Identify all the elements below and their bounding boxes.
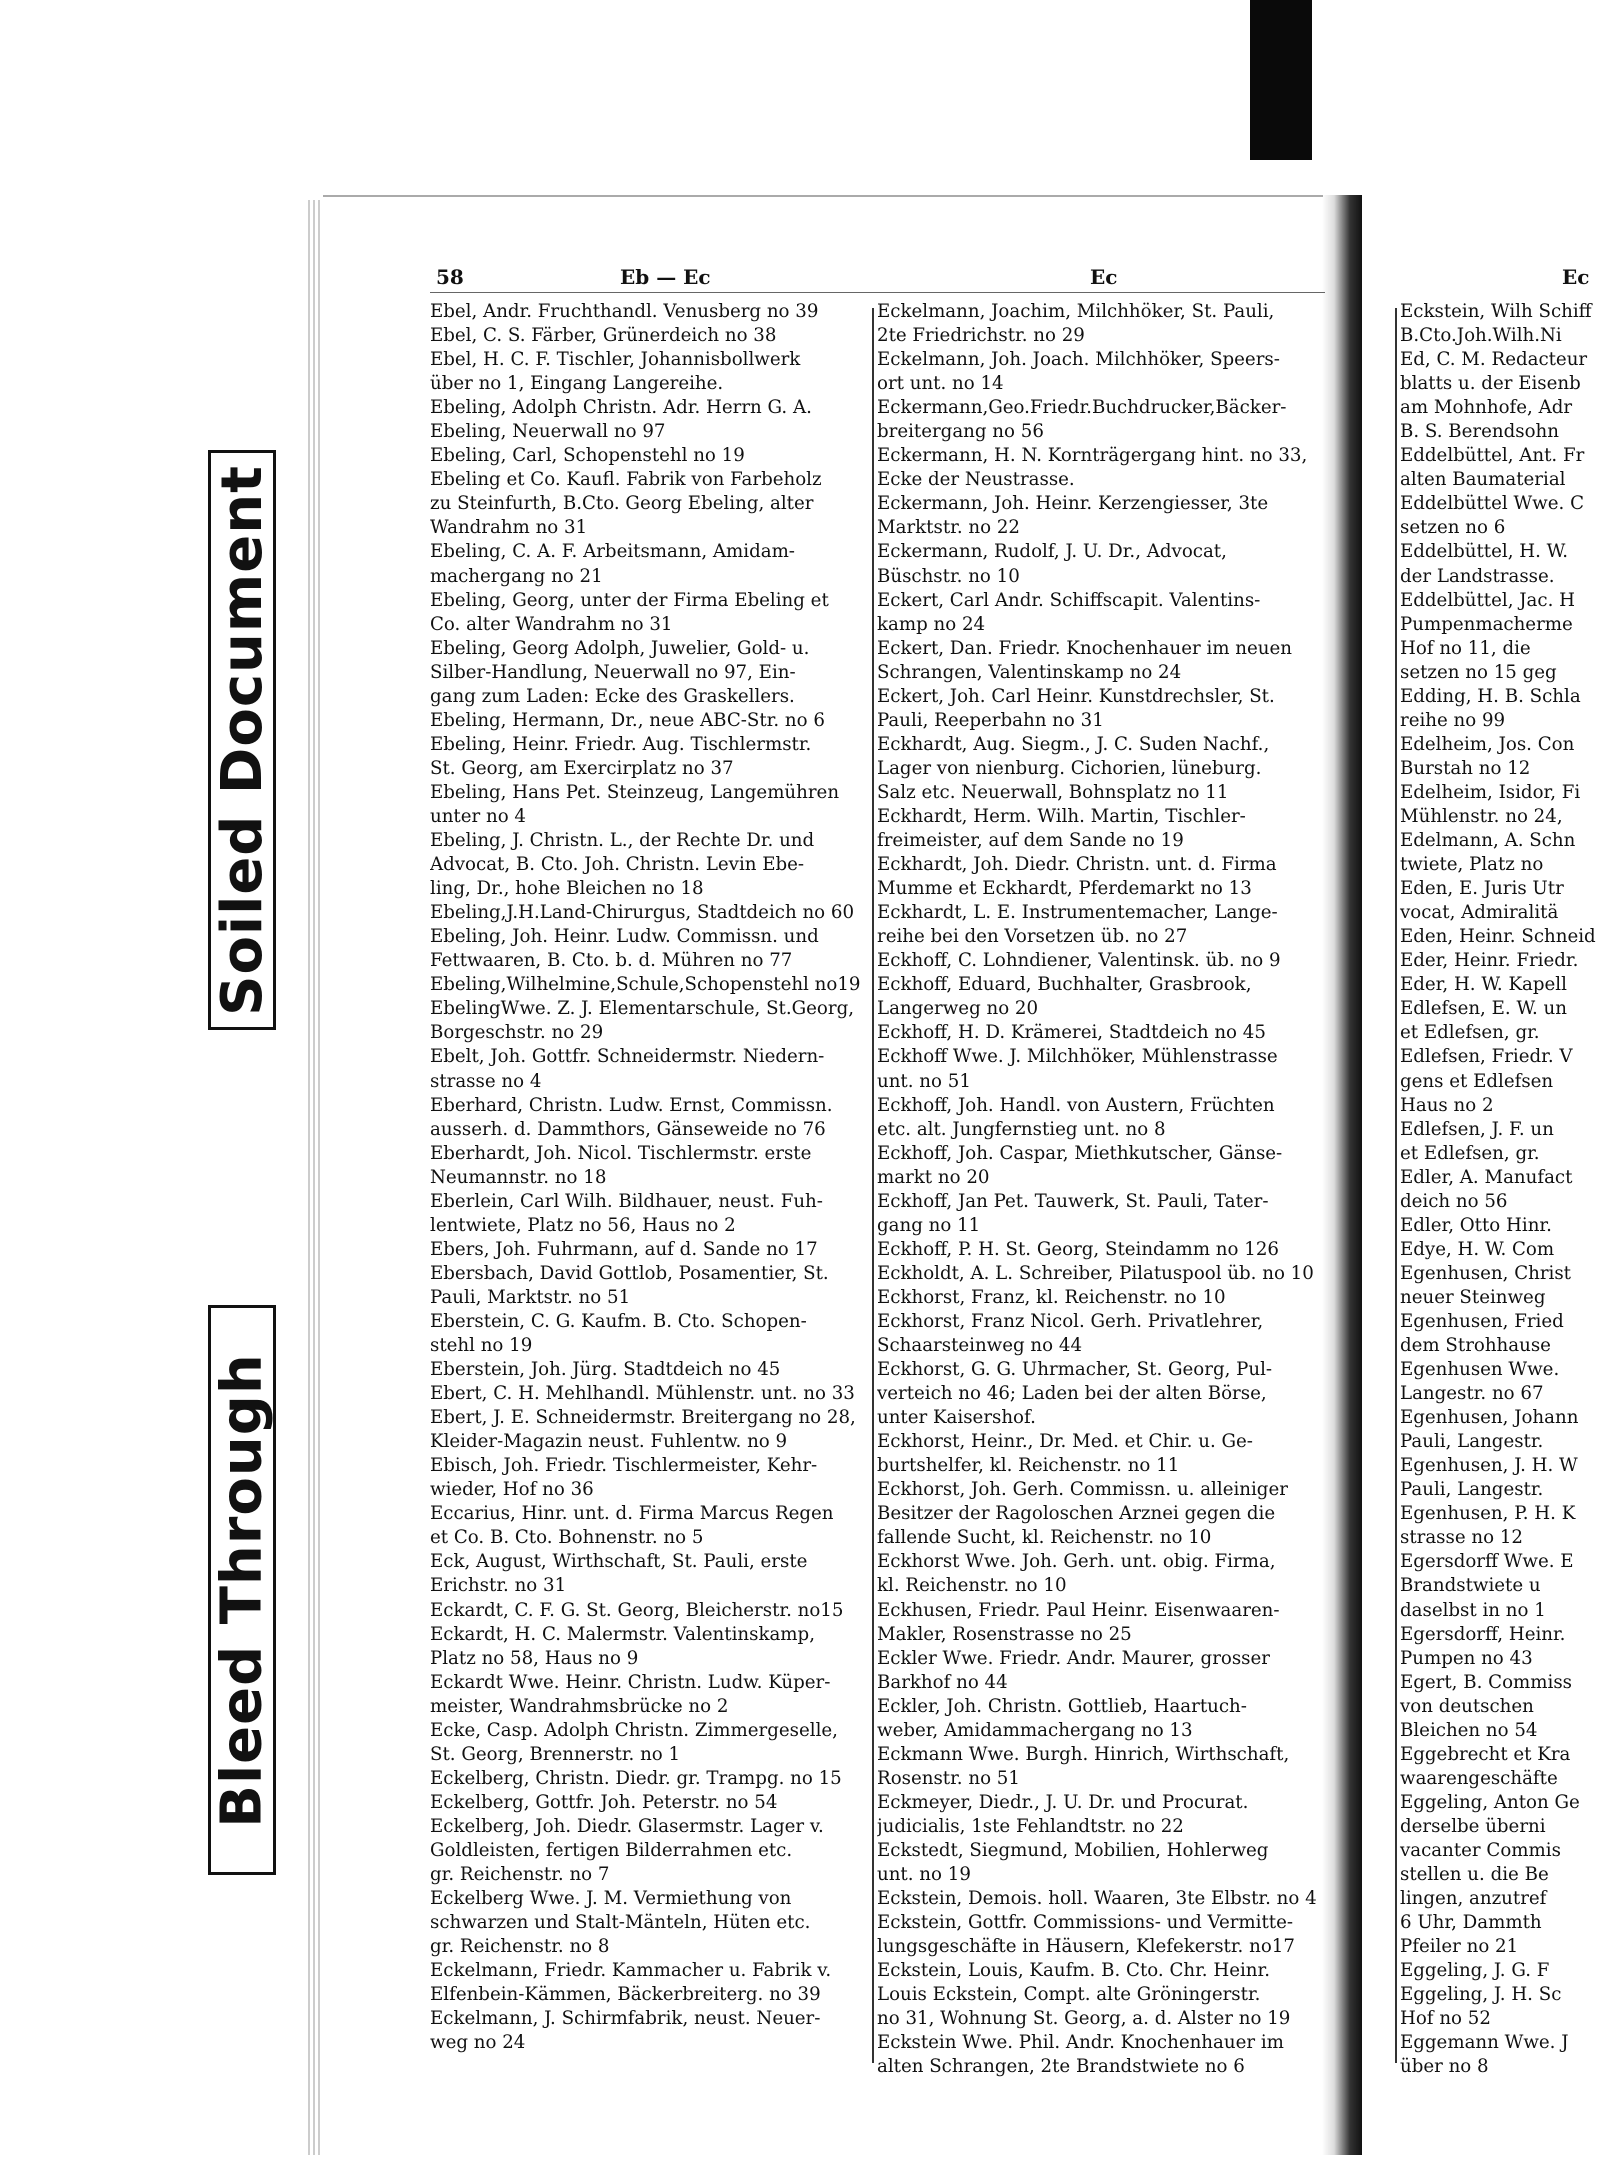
directory-line: Ebeling, Joh. Heinr. Ludw. Commissn. und — [430, 926, 819, 948]
directory-line: markt no 20 — [877, 1166, 990, 1188]
directory-line: Ebeling et Co. Kaufl. Fabrik von Farbeholz — [430, 469, 822, 491]
directory-line: Eckhorst, Franz Nicol. Gerh. Privatlehrer, — [877, 1310, 1264, 1332]
directory-line: ort unt. no 14 — [877, 373, 1004, 395]
directory-line: vacanter Commis — [1400, 1840, 1561, 1861]
directory-line: Eberlein, Carl Wilh. Bildhauer, neust. Fuh- — [430, 1190, 823, 1212]
directory-line: Edler, A. Manufact — [1400, 1166, 1573, 1188]
directory-line: Edelheim, Isidor, Fi — [1400, 781, 1581, 803]
directory-line: Eckler, Joh. Christn. Gottlieb, Haartuch- — [877, 1695, 1247, 1717]
directory-line: Eckhusen, Friedr. Paul Heinr. Eisenwaaren- — [877, 1599, 1280, 1621]
directory-line: Eckhoff, Joh. Caspar, Miethkutscher, Gänse- — [877, 1142, 1283, 1164]
directory-line: Eden, E. Juris Utr — [1400, 878, 1564, 900]
black-binding-tab — [1250, 0, 1312, 160]
directory-line: Eckelmann, J. Schirmfabrik, neust. Neuer- — [430, 2008, 821, 2030]
directory-line: Langestr. no 67 — [1400, 1383, 1544, 1405]
directory-line: Eckelberg, Joh. Diedr. Glasermstr. Lager v. — [430, 1815, 824, 1837]
directory-line: Ebel, Andr. Fruchthandl. Venusberg no 39 — [430, 301, 819, 322]
directory-line: Ebeling, C. A. F. Arbeitsmann, Amidam- — [430, 541, 795, 563]
directory-line: Büschstr. no 10 — [877, 565, 1020, 587]
directory-line: setzen no 6 — [1400, 517, 1506, 539]
directory-line: Ebeling, J. Christn. L., der Rechte Dr. und — [430, 830, 815, 852]
directory-line: alten Schrangen, 2te Brandstwiete no 6 — [877, 2056, 1245, 2078]
directory-line: et Co. B. Cto. Bohnenstr. no 5 — [430, 1527, 704, 1549]
directory-line: Pfeiler no 21 — [1400, 1936, 1519, 1958]
soiled-document-label — [208, 450, 276, 1030]
directory-line: zu Steinfurth, B.Cto. Georg Ebeling, alter — [430, 493, 814, 515]
directory-line: Haus no 2 — [1400, 1094, 1494, 1116]
directory-line: Ebel, H. C. F. Tischler, Johannisbollwerk — [430, 349, 801, 371]
directory-line: Egersdorff, Heinr. — [1400, 1623, 1566, 1645]
directory-line: Eggeling, J. G. F — [1400, 1960, 1550, 1982]
directory-line: Edler, Otto Hinr. — [1400, 1214, 1552, 1236]
directory-line: Eckelmann, Joachim, Milchhöker, St. Pauli, — [877, 301, 1275, 322]
directory-line: machergang no 21 — [430, 565, 603, 587]
directory-line: setzen no 15 geg — [1400, 661, 1557, 683]
directory-line: 2te Friedrichstr. no 29 — [877, 325, 1085, 347]
directory-line: Eckert, Carl Andr. Schiffscapit. Valentins- — [877, 589, 1261, 611]
directory-line: vocat, Admiralitä — [1400, 902, 1559, 924]
directory-line: Edelheim, Jos. Con — [1400, 733, 1575, 755]
directory-line: Eckhoff, C. Lohndiener, Valentinsk. üb. no 9 — [877, 950, 1281, 972]
directory-line: kl. Reichenstr. no 10 — [877, 1575, 1067, 1597]
directory-line: Hof no 11, die — [1400, 637, 1531, 659]
page-number: 58 — [436, 265, 464, 289]
directory-line: Louis Eckstein, Compt. alte Gröningerstr. — [877, 1984, 1261, 2006]
directory-line: Goldleisten, fertigen Bilderrahmen etc. — [430, 1840, 793, 1861]
directory-line: Pauli, Langestr. — [1400, 1479, 1544, 1501]
directory-line: schwarzen und Stalt-Mänteln, Hüten etc. — [430, 1912, 811, 1934]
directory-line: Salz etc. Neuerwall, Bohnsplatz no 11 — [877, 781, 1229, 803]
page-edge-stack — [305, 200, 323, 2155]
directory-line: Eberhard, Christn. Ludw. Ernst, Commissn. — [430, 1094, 833, 1116]
directory-line: Lager von nienburg. Cichorien, lüneburg. — [877, 757, 1262, 779]
directory-line: Elfenbein-Kämmen, Bäckerbreiterg. no 39 — [430, 1984, 821, 2006]
directory-line: dem Strohhause — [1400, 1335, 1551, 1357]
directory-line: burtshelfer, kl. Reichenstr. no 11 — [877, 1455, 1180, 1477]
directory-line: Eggeling, J. H. Sc — [1400, 1984, 1562, 2006]
directory-line: Egenhusen, Fried — [1400, 1310, 1564, 1332]
directory-line: Borgeschstr. no 29 — [430, 1022, 604, 1044]
directory-line: Schaarsteinweg no 44 — [877, 1335, 1083, 1357]
directory-line: Eckhoff, Eduard, Buchhalter, Grasbrook, — [877, 974, 1252, 996]
directory-line: St. Georg, Brennerstr. no 1 — [430, 1743, 681, 1765]
directory-line: Hof no 52 — [1400, 2008, 1491, 2030]
directory-line: St. Georg, am Exercirplatz no 37 — [430, 757, 734, 779]
directory-line: twiete, Platz no — [1400, 854, 1544, 876]
directory-line: B. S. Berendsohn — [1400, 421, 1559, 443]
directory-line: Eckstein, Gottfr. Commissions- und Vermitte- — [877, 1912, 1294, 1934]
directory-line: ling, Dr., hohe Bleichen no 18 — [430, 878, 704, 900]
directory-line: waarengeschäfte — [1400, 1767, 1558, 1789]
directory-line: Egenhusen, P. H. K — [1400, 1503, 1576, 1525]
running-head-column2: Ec — [1090, 265, 1118, 289]
directory-line: Eckstein, Wilh Schiff — [1400, 301, 1592, 322]
directory-line: Eggeling, Anton Ge — [1400, 1791, 1580, 1813]
directory-line: et Edlefsen, gr. — [1400, 1022, 1540, 1044]
directory-line: kamp no 24 — [877, 613, 986, 635]
directory-line: et Edlefsen, gr. — [1400, 1142, 1540, 1164]
directory-line: Schrangen, Valentinskamp no 24 — [877, 661, 1182, 683]
directory-line: Ebeling, Georg, unter der Firma Ebeling et — [430, 589, 829, 611]
directory-line: reihe bei den Vorsetzen üb. no 27 — [877, 926, 1188, 948]
directory-line: Eggemann Wwe. J — [1400, 2032, 1569, 2054]
directory-line: stehl no 19 — [430, 1335, 533, 1357]
directory-line: Bleichen no 54 — [1400, 1719, 1538, 1741]
directory-line: no 31, Wohnung St. Georg, a. d. Alster no 19 — [877, 2008, 1291, 2030]
directory-line: Eckstein Wwe. Phil. Andr. Knochenhauer im — [877, 2032, 1284, 2054]
directory-line: Eckhorst, Joh. Gerh. Commissn. u. alleiniger — [877, 1479, 1288, 1501]
directory-line: Pauli, Marktstr. no 51 — [430, 1286, 631, 1308]
directory-line: Eckelberg, Gottfr. Joh. Peterstr. no 54 — [430, 1791, 778, 1813]
soiled-document-label-text: Soiled Document — [209, 464, 275, 1016]
directory-line: Eckermann, Joh. Heinr. Kerzengiesser, 3te — [877, 493, 1269, 515]
directory-line: Ecke der Neustrasse. — [877, 469, 1075, 491]
directory-line: Pauli, Reeperbahn no 31 — [877, 709, 1104, 731]
directory-line: Eddelbüttel, H. W. — [1400, 541, 1568, 563]
directory-line: Ebeling, Carl, Schopenstehl no 19 — [430, 445, 745, 467]
directory-line: Pumpen no 43 — [1400, 1647, 1533, 1669]
directory-line: judicialis, 1ste Fehlandtstr. no 22 — [877, 1815, 1184, 1837]
directory-column-left — [430, 300, 880, 2055]
directory-line: Ebeling, Hans Pet. Steinzeug, Langemühren — [430, 781, 840, 803]
directory-line: Ebers, Joh. Fuhrmann, auf d. Sande no 17 — [430, 1238, 818, 1260]
directory-line: über no 8 — [1400, 2056, 1489, 2078]
directory-line: Eccarius, Hinr. unt. d. Firma Marcus Regen — [430, 1503, 834, 1525]
directory-line: Eckermann, Rudolf, J. U. Dr., Advocat, — [877, 541, 1227, 563]
directory-line: von deutschen — [1400, 1695, 1534, 1717]
directory-line: Eckstedt, Siegmund, Mobilien, Hohlerweg — [877, 1840, 1269, 1861]
directory-line: Eder, H. W. Kapell — [1400, 974, 1567, 996]
directory-line: Ebersbach, David Gottlob, Posamentier, St. — [430, 1262, 829, 1284]
directory-line: Silber-Handlung, Neuerwall no 97, Ein- — [430, 661, 796, 683]
bleed-through-label-text: Bleed Through — [209, 1352, 275, 1828]
directory-line: Eckler Wwe. Friedr. Andr. Maurer, grosser — [877, 1647, 1270, 1669]
directory-line: deich no 56 — [1400, 1190, 1508, 1212]
directory-line: ausserh. d. Dammthors, Gänseweide no 76 — [430, 1118, 826, 1140]
directory-line: Ebert, C. H. Mehlhandl. Mühlenstr. unt. no 33 — [430, 1383, 855, 1405]
directory-line: blatts u. der Eisenb — [1400, 373, 1581, 395]
directory-line: verteich no 46; Laden bei der alten Börse, — [877, 1383, 1267, 1405]
directory-line: Kleider-Magazin neust. Fuhlentw. no 9 — [430, 1431, 788, 1453]
directory-line: Ecke, Casp. Adolph Christn. Zimmergeselle, — [430, 1719, 838, 1741]
directory-line: Eder, Heinr. Friedr. — [1400, 950, 1579, 972]
directory-line: Wandrahm no 31 — [430, 517, 588, 539]
directory-line: stellen u. die Be — [1400, 1864, 1549, 1886]
directory-line: Eberstein, Joh. Jürg. Stadtdeich no 45 — [430, 1359, 781, 1381]
directory-line: breitergang no 56 — [877, 421, 1044, 443]
directory-line: freimeister, auf dem Sande no 19 — [877, 830, 1184, 852]
directory-line: Eckhardt, Herm. Wilh. Martin, Tischler- — [877, 805, 1246, 827]
directory-line: Eckelmann, Friedr. Kammacher u. Fabrik v. — [430, 1960, 832, 1982]
directory-line: Eden, Heinr. Schneid — [1400, 926, 1596, 948]
directory-line: gang zum Laden: Ecke des Graskellers. — [430, 685, 795, 707]
running-head-left: Eb — Ec — [620, 265, 711, 289]
directory-line: Fettwaaren, B. Cto. b. d. Mühren no 77 — [430, 950, 793, 972]
directory-line: Burstah no 12 — [1400, 757, 1531, 779]
directory-line: Eckhardt, Joh. Diedr. Christn. unt. d. Firma — [877, 854, 1277, 876]
directory-line: Erichstr. no 31 — [430, 1575, 567, 1597]
directory-line: unt. no 19 — [877, 1864, 971, 1886]
book-spine-shadow — [1322, 195, 1362, 2155]
directory-line: unter Kaisershof. — [877, 1407, 1036, 1429]
directory-line: lungsgeschäfte in Häusern, Klefekerstr. no17 — [877, 1936, 1295, 1958]
directory-line: Makler, Rosenstrasse no 25 — [877, 1623, 1132, 1645]
directory-line: weber, Amidammachergang no 13 — [877, 1719, 1193, 1741]
directory-line: Eckhorst Wwe. Joh. Gerh. unt. obig. Firma, — [877, 1551, 1276, 1573]
directory-line: Eckhoff, Jan Pet. Tauwerk, St. Pauli, Tater- — [877, 1190, 1269, 1212]
directory-line: Eckstein, Demois. holl. Waaren, 3te Elbstr. no 4 — [877, 1888, 1317, 1910]
directory-line: Pumpenmacherme — [1400, 613, 1573, 635]
directory-line: lingen, anzutref — [1400, 1888, 1547, 1910]
header-rule — [430, 292, 1325, 293]
directory-line: Eckhoff Wwe. J. Milchhöker, Mühlenstrasse — [877, 1046, 1278, 1068]
directory-line: reihe no 99 — [1400, 709, 1506, 731]
directory-line: Edlefsen, J. F. un — [1400, 1118, 1554, 1140]
directory-line: Eddelbüttel, Jac. H — [1400, 589, 1576, 611]
directory-line: strasse no 12 — [1400, 1527, 1523, 1549]
directory-line: Langerweg no 20 — [877, 998, 1039, 1020]
directory-line: Ed, C. M. Redacteur — [1400, 349, 1588, 371]
directory-line: Eckhardt, L. E. Instrumentemacher, Lange- — [877, 902, 1278, 924]
directory-line: über no 1, Eingang Langereihe. — [430, 373, 724, 395]
directory-line: Eckardt, H. C. Malermstr. Valentinskamp, — [430, 1623, 815, 1645]
directory-column-right-page — [1400, 300, 1600, 2079]
directory-line: lentwiete, Platz no 56, Haus no 2 — [430, 1214, 736, 1236]
directory-line: Edye, H. W. Com — [1400, 1238, 1555, 1260]
directory-line: Eckhoff, H. D. Krämerei, Stadtdeich no 45 — [877, 1022, 1266, 1044]
directory-line: Eckelberg, Christn. Diedr. gr. Trampg. no 15 — [430, 1767, 842, 1789]
directory-line: Edelmann, A. Schn — [1400, 830, 1576, 852]
directory-line: Eckardt Wwe. Heinr. Christn. Ludw. Küper- — [430, 1671, 831, 1693]
directory-line: Platz no 58, Haus no 9 — [430, 1647, 639, 1669]
directory-line: Eckhoff, Joh. Handl. von Austern, Früchten — [877, 1094, 1275, 1116]
directory-line: Eddelbüttel, Ant. Fr — [1400, 445, 1585, 467]
directory-line: strasse no 4 — [430, 1070, 542, 1092]
directory-line: Eckermann,Geo.Friedr.Buchdrucker,Bäcker- — [877, 397, 1287, 419]
directory-line: gens et Edlefsen — [1400, 1070, 1554, 1092]
directory-line: Eckhorst, Heinr., Dr. Med. et Chir. u. Ge- — [877, 1431, 1253, 1453]
directory-line: Eckardt, C. F. G. St. Georg, Bleicherstr. no15 — [430, 1599, 844, 1621]
directory-line: Eggebrecht et Kra — [1400, 1743, 1571, 1765]
directory-line: Edding, H. B. Schla — [1400, 685, 1581, 707]
directory-line: Ebeling, Adolph Christn. Adr. Herrn G. A. — [430, 397, 812, 419]
directory-line: Ebeling, Georg Adolph, Juwelier, Gold- u. — [430, 637, 810, 659]
directory-line: Ebel, C. S. Färber, Grünerdeich no 38 — [430, 325, 777, 347]
directory-line: meister, Wandrahmsbrücke no 2 — [430, 1695, 729, 1717]
directory-line: Advocat, B. Cto. Joh. Christn. Levin Ebe- — [430, 854, 805, 876]
directory-line: weg no 24 — [430, 2032, 526, 2054]
directory-line: derselbe überni — [1400, 1815, 1546, 1837]
directory-line: Eckelberg Wwe. J. M. Vermiethung von — [430, 1888, 792, 1910]
directory-line: Eckhoff, P. H. St. Georg, Steindamm no 126 — [877, 1238, 1279, 1260]
directory-line: Eckmann Wwe. Burgh. Hinrich, Wirthschaft, — [877, 1743, 1290, 1765]
directory-line: Co. alter Wandrahm no 31 — [430, 613, 673, 635]
directory-line: Eckhorst, Franz, kl. Reichenstr. no 10 — [877, 1286, 1226, 1308]
directory-line: B.Cto.Joh.Wilh.Ni — [1400, 325, 1562, 347]
directory-line: Mumme et Eckhardt, Pferdemarkt no 13 — [877, 878, 1252, 900]
directory-line: gr. Reichenstr. no 8 — [430, 1936, 610, 1958]
directory-line: EbelingWwe. Z. J. Elementarschule, St.Georg, — [430, 998, 855, 1020]
directory-line: Besitzer der Ragoloschen Arznei gegen die — [877, 1503, 1276, 1525]
directory-line: Edlefsen, E. W. un — [1400, 998, 1567, 1020]
directory-line: Mühlenstr. no 24, — [1400, 805, 1563, 827]
directory-line: wieder, Hof no 36 — [430, 1479, 594, 1501]
directory-line: Barkhof no 44 — [877, 1671, 1008, 1693]
bleed-through-label — [208, 1305, 276, 1875]
directory-line: Ebeling, Heinr. Friedr. Aug. Tischlermstr. — [430, 733, 812, 755]
directory-line: Eckstein, Louis, Kaufm. B. Cto. Chr. Heinr. — [877, 1960, 1270, 1982]
directory-line: Eckhardt, Aug. Siegm., J. C. Suden Nachf., — [877, 733, 1270, 755]
directory-line: fallende Sucht, kl. Reichenstr. no 10 — [877, 1527, 1212, 1549]
directory-column-middle — [877, 300, 1327, 2079]
directory-line: Eckhorst, G. G. Uhrmacher, St. Georg, Pul- — [877, 1359, 1273, 1381]
running-head-right-page: Ec — [1562, 265, 1590, 289]
directory-line: Egersdorff Wwe. E — [1400, 1551, 1574, 1573]
directory-line: Ebelt, Joh. Gottfr. Schneidermstr. Niedern- — [430, 1046, 825, 1068]
directory-line: der Landstrasse. — [1400, 565, 1555, 587]
directory-line: Eckelmann, Joh. Joach. Milchhöker, Speers- — [877, 349, 1280, 371]
directory-line: Pauli, Langestr. — [1400, 1431, 1544, 1453]
directory-line: 6 Uhr, Dammth — [1400, 1912, 1542, 1934]
directory-line: Brandstwiete u — [1400, 1575, 1541, 1597]
directory-line: Eckert, Joh. Carl Heinr. Kunstdrechsler, St. — [877, 685, 1275, 707]
directory-line: Eckert, Dan. Friedr. Knochenhauer im neuen — [877, 637, 1292, 659]
directory-line: gr. Reichenstr. no 7 — [430, 1864, 610, 1886]
directory-line: Rosenstr. no 51 — [877, 1767, 1020, 1789]
directory-line: Egert, B. Commiss — [1400, 1671, 1573, 1693]
directory-line: Eckholdt, A. L. Schreiber, Pilatuspool üb. no 10 — [877, 1262, 1314, 1284]
directory-line: Marktstr. no 22 — [877, 517, 1020, 539]
directory-line: Egenhusen, Christ — [1400, 1262, 1571, 1284]
directory-line: Eberhardt, Joh. Nicol. Tischlermstr. erste — [430, 1142, 812, 1164]
directory-line: Ebeling,Wilhelmine,Schule,Schopenstehl no19 — [430, 974, 861, 996]
directory-line: Ebert, J. E. Schneidermstr. Breitergang no 28, — [430, 1407, 856, 1429]
directory-line: Ebeling,J.H.Land-Chirurgus, Stadtdeich no 60 — [430, 902, 855, 924]
directory-line: Ebeling, Hermann, Dr., neue ABC-Str. no 6 — [430, 709, 825, 731]
directory-line: Eckmeyer, Diedr., J. U. Dr. und Procurat. — [877, 1791, 1249, 1813]
directory-line: Neumannstr. no 18 — [430, 1166, 607, 1188]
directory-line: Eberstein, C. G. Kaufm. B. Cto. Schopen- — [430, 1310, 807, 1332]
directory-line: Eck, August, Wirthschaft, St. Pauli, erste — [430, 1551, 808, 1573]
directory-line: unter no 4 — [430, 805, 526, 827]
directory-line: gang no 11 — [877, 1214, 981, 1236]
directory-line: Ebeling, Neuerwall no 97 — [430, 421, 666, 443]
directory-line: Eddelbüttel Wwe. C — [1400, 493, 1584, 515]
directory-line: etc. alt. Jungfernstieg unt. no 8 — [877, 1118, 1166, 1140]
directory-line: Edlefsen, Friedr. V — [1400, 1046, 1573, 1068]
directory-line: Ebisch, Joh. Friedr. Tischlermeister, Kehr- — [430, 1455, 818, 1477]
directory-line: unt. no 51 — [877, 1070, 971, 1092]
directory-line: Egenhusen, Johann — [1400, 1407, 1579, 1429]
directory-line: am Mohnhofe, Adr — [1400, 397, 1573, 419]
directory-line: neuer Steinweg — [1400, 1286, 1546, 1308]
directory-line: Eckermann, H. N. Kornträgergang hint. no 33, — [877, 445, 1308, 467]
directory-line: Egenhusen Wwe. — [1400, 1359, 1560, 1381]
directory-line: alten Baumaterial — [1400, 469, 1566, 491]
directory-line: Egenhusen, J. H. W — [1400, 1455, 1578, 1477]
directory-line: daselbst in no 1 — [1400, 1599, 1546, 1621]
